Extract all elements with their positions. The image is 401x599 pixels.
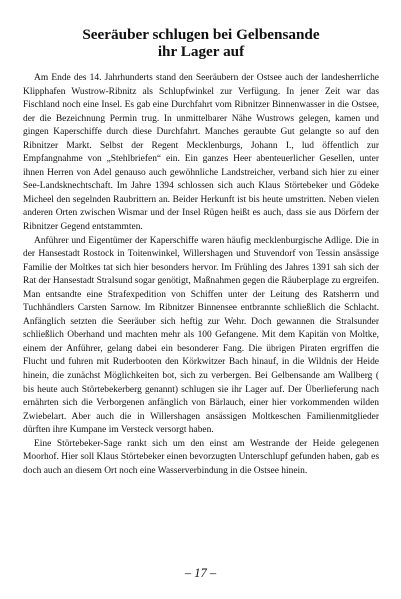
paragraph-3: Eine Störtebeker-Sage rankt sich um den einst am Westrande der Heide gelegenen Moorhof. Hier soll Klaus Störtebeker einen bevorzugten Unterschlupf gefunden haben, gab es doch auch an diesem Ort noch eine Wasserverbindung in die Ostsee hinein. [23, 438, 379, 476]
chapter-heading [23, 26, 379, 60]
chapter-heading-line-2: ihr Lager auf [157, 43, 245, 60]
paragraph-2: Anführer und Eigentümer der Kaperschiffe waren häufig mecklenburgische Adlige. Die in der Hansestadt Rostock in Toitenwinkel, Willershagen und Stuvendorf von Tessin ansässige Familie der Moltkes tat sich hier besonders hervor. Im Frühling des Jahres 1391 sah sich der Rat der Hansestadt Stralsund sogar genötigt, Maßnahmen gegen die Räuberplage zu ergreifen. Man entsandte eine Strafexpedition von Schiffen unter der Leitung des Ratsherrn und Tuchhändlers Carsten Sarnow. Im Ribnitzer Binnensee entbrannte schließlich die Schlacht. Anfänglich setzten die Seeräuber sich heftig zur Wehr. Doch gewannen die Stralsunder schließlich Oberhand und machten mehr als 100 Gefangene. Mit dem Kapitän von Moltke, einem der Anführer, gelang dabei ein besonderer Fang. Die übrigen Piraten ergriffen die Flucht und fuhren mit Ruderbooten den Körkwitzer Bach hinauf, in die Wildnis der Heide hinein, die zunächst Möglichkeiten bot, sich zu verbergen. Bei Gelbensande am Wallberg ( bis heute auch Störtebekerberg genannt) schlugen sie ihr Lager auf. Der Überlieferung nach ernährten sich die Verborgenen anfänglich von Bärlauch, einer hier vorkommenden wilden Zwiebelart. Aber auch die in Willershagen ansässigen Moltkeschen Familienmitglieder dürften ihre Kumpane im Versteck versorgt haben. [23, 235, 379, 436]
chapter-heading-line-1: Seeräuber schlugen bei Gelbensande [82, 26, 320, 43]
page-number: – 17 – [184, 566, 217, 580]
body-text [23, 72, 379, 478]
paragraph-1: Am Ende des 14. Jahrhunderts stand den Seeräubern der Ostsee auch der landesherrliche Klipphafen Wustrow-Ribnitz als Schlupfwinkel zur Verfügung. In jener Zeit war das Fischland noch eine Insel. Es gab eine Durchfahrt vom Ribnitzer Binnenwasser in die Ostsee, der die Bezeichnung Permin trug. In unmittelbarer Nähe Wustrows gelegen, kamen und gingen Kaperschiffe durch diese Durchfahrt. Manches geraubte Gut gelangte so auf den Ribnitzer Markt. Selbst der Regent Mecklenburgs, Johann I., lud öffentlich zur Empfangnahme von „Stehlbriefen“ ein. Ein ganzes Heer abenteuerlicher Gesellen, unter ihnen Herren von Adel genauso auch gewöhnliche Landstreicher, verband sich hier zu einer See-Landsknechtschaft. Im Jahre 1394 schlossen sich auch Klaus Störtebeker und Gödeke Micheel den segelnden Raubrittern an. Beider Herkunft ist bis heute umstritten. Neben vielen anderen Orten zwischen Wismar und der Insel Rügen heißt es auch, dass sie aus Dörfern der Ribnitzer Gegend entstammten. [23, 73, 379, 233]
